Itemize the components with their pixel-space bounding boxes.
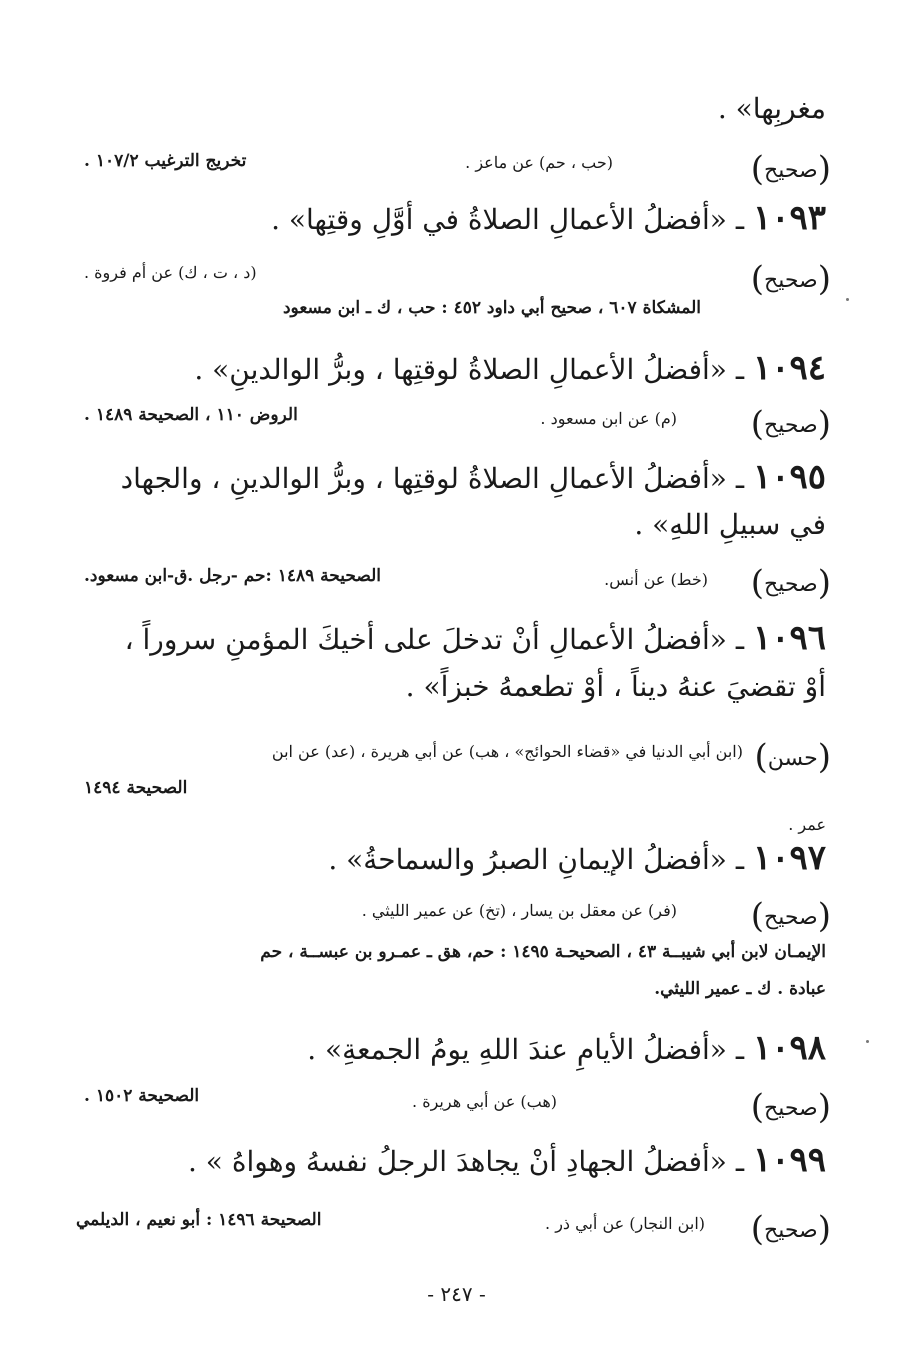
source-citation: (م) عن ابن مسعود . bbox=[540, 409, 677, 428]
hadith-text-continued: في سبيلِ اللهِ» . bbox=[634, 508, 826, 541]
scan-speck bbox=[846, 298, 849, 301]
grade-label: صحيح bbox=[764, 158, 818, 183]
grade-label: صحيح bbox=[764, 572, 818, 597]
hadith-number: ١٠٩٩ bbox=[752, 1140, 826, 1180]
reference-citation: الإيمـان لابن أبي شيبــة ٤٣ ، الصحيحـة ١٤٩٥ : حم، هق ـ عمـرو بن عبســة ، حم bbox=[260, 942, 826, 962]
source-citation: (ابن النجار) عن أبي ذر . bbox=[545, 1214, 705, 1233]
hadith-number: ١٠٩٦ bbox=[752, 618, 826, 658]
grade-label: صحيح bbox=[764, 1096, 818, 1121]
hadith-text: ـ «أفضلُ الجهادِ أنْ يجاهدَ الرجلُ نفسهُ وهواهُ » . bbox=[188, 1145, 745, 1178]
grade-badge: (صحيح) bbox=[750, 1087, 831, 1127]
reference-citation: الصحيحة ١٤٩٤ bbox=[84, 778, 188, 798]
hadith-text: ـ «أفضلُ الأيامِ عندَ اللهِ يومُ الجمعةِ» . bbox=[307, 1033, 745, 1066]
hadith-number: ١٠٩٨ bbox=[752, 1028, 826, 1068]
source-citation: (خط) عن أنس. bbox=[604, 570, 708, 589]
source-citation: (هب) عن أبي هريرة . bbox=[412, 1092, 557, 1111]
hadith-text: ـ «أفضلُ الإيمانِ الصبرُ والسماحةُ» . bbox=[328, 843, 745, 876]
grade-badge: (صحيح) bbox=[750, 563, 831, 603]
continuation-text: مغربِها» . bbox=[717, 92, 826, 125]
grade-badge: (صحيح) bbox=[750, 896, 831, 936]
source-citation-continued: عمر . bbox=[788, 815, 826, 834]
reference-citation-continued: عبادة . ك ـ عمير الليثي. bbox=[654, 979, 826, 999]
hadith-text-continued: أوْ تقضيَ عنهُ ديناً ، أوْ تطعمهُ خبزاً» . bbox=[405, 670, 826, 703]
grade-label: حسن bbox=[767, 746, 818, 771]
grade-badge: (صحيح) bbox=[750, 149, 831, 189]
source-citation: (د ، ت ، ك) عن أم فروة . bbox=[84, 263, 257, 282]
scan-speck bbox=[866, 1040, 869, 1043]
source-citation: (حب ، حم) عن ماعز . bbox=[465, 153, 613, 172]
hadith-entry bbox=[125, 618, 826, 658]
source-citation: (ابن أبي الدنيا في «قضاء الحوائج» ، هب) عن أبي هريرة ، (عد) عن ابن bbox=[271, 742, 743, 761]
grade-badge: (صحيح) bbox=[750, 404, 831, 444]
reference-citation: الصحيحة ١٤٨٩ :حم -رجل .ق-ابن مسعود. bbox=[84, 566, 382, 586]
grade-badge: (حسن) bbox=[754, 737, 831, 777]
reference-citation: المشكاة ٦٠٧ ، صحيح أبي داود ٤٥٢ : حب ، ك ـ ابن مسعود bbox=[282, 298, 701, 318]
source-citation: (فر) عن معقل بن يسار ، (تخ) عن عمير الليثي . bbox=[361, 901, 677, 920]
reference-citation: الصحيحة ١٥٠٢ . bbox=[84, 1086, 200, 1106]
grade-badge: (صحيح) bbox=[750, 1209, 831, 1249]
grade-label: صحيح bbox=[764, 413, 818, 438]
grade-label: صحيح bbox=[764, 1218, 818, 1243]
hadith-entry bbox=[271, 198, 826, 238]
page-number: - ٢٤٧ - bbox=[427, 1282, 486, 1306]
hadith-number: ١٠٩٧ bbox=[752, 838, 826, 878]
hadith-entry bbox=[121, 457, 826, 497]
reference-citation: تخريج الترغيب ١٠٧/٢ . bbox=[84, 151, 247, 171]
hadith-text: ـ «أفضلُ الأعمالِ الصلاةُ في أوَّلِ وقتِها» . bbox=[271, 203, 745, 236]
reference-citation: الصحيحة ١٤٩٦ : أبو نعيم ، الديلمي bbox=[76, 1210, 322, 1230]
grade-label: صحيح bbox=[764, 905, 818, 930]
hadith-number: ١٠٩٤ bbox=[752, 348, 826, 388]
hadith-number: ١٠٩٣ bbox=[752, 198, 826, 238]
reference-citation: الروض ١١٠ ، الصحيحة ١٤٨٩ . bbox=[84, 405, 298, 425]
hadith-entry bbox=[328, 838, 826, 878]
hadith-text: ـ «أفضلُ الأعمالِ الصلاةُ لوقتِها ، وبرُّ الوالدينِ» . bbox=[194, 353, 745, 386]
hadith-entry bbox=[194, 348, 826, 388]
hadith-text: ـ «أفضلُ الأعمالِ الصلاةُ لوقتِها ، وبرُّ الوالدينِ ، والجهاد bbox=[120, 462, 745, 495]
hadith-entry bbox=[188, 1140, 826, 1180]
grade-badge: (صحيح) bbox=[750, 259, 831, 299]
hadith-entry bbox=[307, 1028, 826, 1068]
hadith-text: ـ «أفضلُ الأعمالِ أنْ تدخلَ على أخيكَ المؤمنِ سروراً ، bbox=[124, 623, 745, 656]
grade-label: صحيح bbox=[764, 268, 818, 293]
hadith-number: ١٠٩٥ bbox=[752, 457, 826, 497]
